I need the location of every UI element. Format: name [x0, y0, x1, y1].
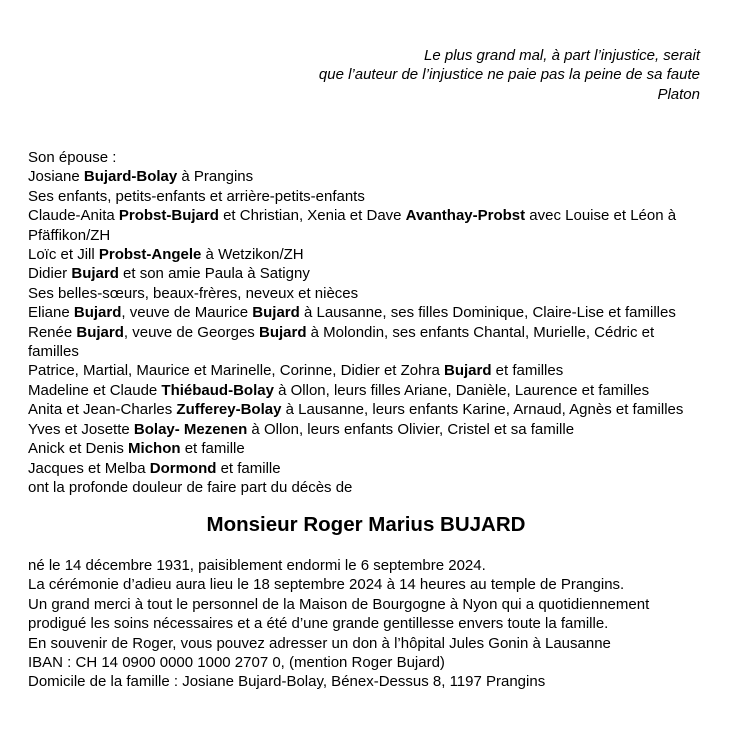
text-segment: Ses belles-sœurs, beaux-frères, neveux et nièces	[28, 284, 359, 302]
deceased-name-title: Monsieur Roger Marius BUJARD	[206, 513, 526, 536]
family-name-bold: Probst-Angele	[98, 246, 202, 264]
family-name-bold: Michon	[128, 440, 181, 458]
text-segment: Yves et Josette	[28, 420, 134, 438]
text-segment: à Molondin, ses enfants Chantal, Murielle, Cédric et	[306, 323, 655, 341]
family-line	[28, 323, 683, 342]
family-line	[28, 284, 683, 303]
detail-line: prodigué les soins nécessaires et a été d’une grande gentillesse envers toute la famille.	[28, 615, 609, 633]
family-line	[28, 381, 683, 400]
family-name-bold: Bujard	[71, 265, 119, 283]
text-segment: Patrice, Martial, Maurice et Marinelle, Corinne, Didier et Zohra	[28, 362, 444, 380]
family-line	[28, 439, 683, 458]
text-segment: Anick et Denis	[28, 440, 129, 458]
family-name-bold: Zufferey-Bolay	[176, 401, 282, 419]
family-line	[28, 361, 683, 380]
text-segment: et son amie Paula à Satigny	[118, 265, 310, 283]
text-segment: , veuve de Georges	[123, 323, 259, 341]
text-segment: Claude-Anita	[28, 207, 119, 225]
family-line	[28, 206, 683, 225]
text-segment: à Ollon, leurs filles Ariane, Danièle, Laurence et familles	[273, 381, 650, 399]
family-name-bold: Bujard	[444, 362, 492, 380]
family-line	[28, 459, 683, 478]
text-segment: Madeline et Claude	[28, 381, 162, 399]
text-segment: Son épouse :	[28, 149, 117, 166]
detail-line: Un grand merci à tout le personnel de la Maison de Bourgogne à Nyon qui a quotidiennement	[28, 595, 650, 613]
family-name-bold: Thiébaud-Bolay	[161, 381, 274, 399]
text-segment: à Wetzikon/ZH	[201, 246, 304, 264]
text-segment: à Lausanne, leurs enfants Karine, Arnaud, Agnès et familles	[281, 401, 684, 419]
family-line	[28, 303, 683, 322]
text-segment: et Christian, Xenia et Dave	[218, 207, 406, 225]
detail-line: Domicile de la famille : Josiane Bujard-Bolay, Bénex-Dessus 8, 1197 Prangins	[28, 673, 546, 691]
family-line	[28, 420, 683, 439]
family-name-bold: Bujard	[252, 304, 300, 322]
text-segment: Didier	[28, 265, 72, 283]
text-segment: Loïc et Jill	[28, 246, 99, 264]
detail-line: né le 14 décembre 1931, paisiblement endormi le 6 septembre 2024.	[28, 557, 486, 574]
detail-line: La cérémonie d’adieu aura lieu le 18 septembre 2024 à 14 heures au temple de Prangins.	[28, 576, 625, 594]
detail-line: En souvenir de Roger, vous pouvez adresser un don à l’hôpital Jules Gonin à Lausanne	[28, 634, 611, 652]
family-line	[28, 148, 683, 167]
text-segment: familles	[28, 343, 79, 361]
family-line	[28, 245, 683, 264]
text-segment: Renée	[28, 323, 77, 341]
ceremony-details-block	[28, 556, 649, 692]
family-announcement-block	[28, 148, 683, 497]
family-name-bold: Bujard	[258, 323, 307, 341]
text-segment: Pfäffikon/ZH	[28, 226, 111, 244]
text-segment: à Prangins	[177, 168, 254, 186]
family-name-bold: Bujard-Bolay	[83, 168, 178, 186]
epigraph-line-1: Le plus grand mal, à part l’injustice, serait	[424, 47, 700, 64]
text-segment: avec Louise et Léon à	[525, 207, 677, 225]
family-line	[28, 342, 683, 361]
family-line	[28, 167, 683, 186]
epigraph-attribution: Platon	[657, 85, 700, 103]
family-line	[28, 226, 683, 245]
text-segment: à Ollon, leurs enfants Olivier, Cristel et sa famille	[247, 420, 575, 438]
family-line	[28, 478, 683, 497]
detail-line: IBAN : CH 14 0900 0000 1000 2707 0, (mention Roger Bujard)	[28, 654, 445, 672]
text-segment: , veuve de Maurice	[121, 304, 253, 322]
text-segment: et famille	[180, 440, 245, 458]
text-segment: Josiane	[28, 168, 84, 186]
family-line	[28, 187, 683, 206]
family-name-bold: Bujard	[76, 323, 124, 341]
family-line	[28, 400, 683, 419]
epigraph-line-2: que l’auteur de l’injustice ne paie pas la peine de sa faute	[318, 66, 700, 84]
text-segment: à Lausanne, ses filles Dominique, Claire-Lise et familles	[299, 304, 676, 322]
family-name-bold: Dormond	[149, 459, 217, 477]
text-segment: ont la profonde douleur de faire part du décès de	[28, 478, 353, 496]
family-name-bold: Probst-Bujard	[118, 207, 219, 225]
family-name-bold: Bujard	[73, 304, 122, 322]
family-name-bold: Avanthay-Probst	[405, 207, 526, 225]
text-segment: et famille	[216, 459, 281, 477]
text-segment: Ses enfants, petits-enfants et arrière-petits-enfants	[28, 187, 365, 205]
text-segment: et familles	[491, 362, 564, 380]
text-segment: Jacques et Melba	[28, 459, 150, 477]
text-segment: Anita et Jean-Charles	[28, 401, 177, 419]
family-line	[28, 264, 683, 283]
epigraph-quote	[319, 46, 700, 104]
family-name-bold: Bolay- Mezenen	[133, 420, 248, 438]
text-segment: Eliane	[28, 304, 74, 322]
